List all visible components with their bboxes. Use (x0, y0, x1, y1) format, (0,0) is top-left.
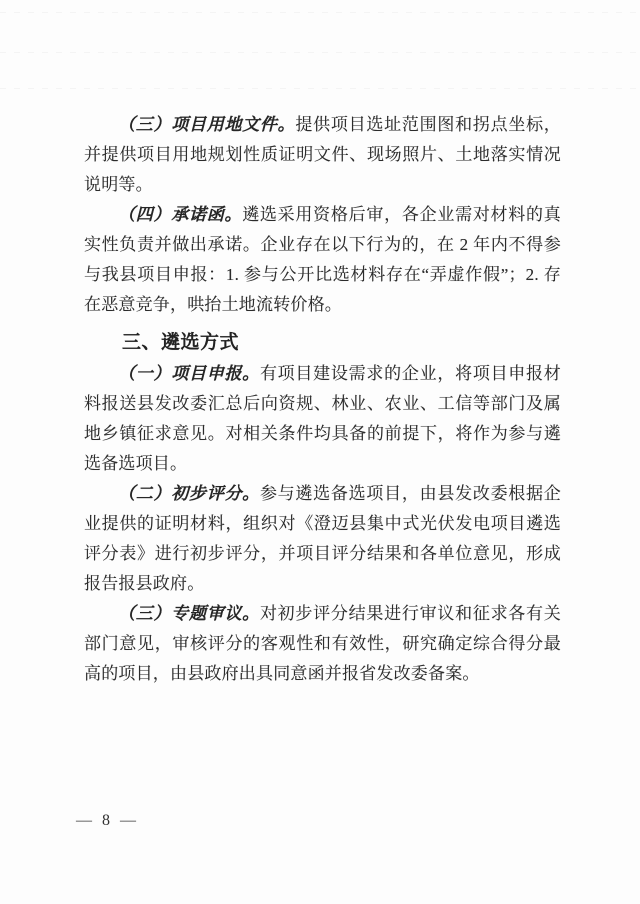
paragraph-commitment-letter (84, 200, 561, 320)
paragraph-body: 遴选采用资格后审，各企业需对材料的真实性负责并做出承诺。企业存在以下行为的，在 2 年内不得参与我县项目申报：1. 参与公开比选材料存在“弄虚作假”；2. 存在恶意竞争，哄抬土地流转价格。 (84, 205, 561, 314)
scan-artifact (0, 52, 640, 53)
paragraph-lead: （四）承诺函。 (118, 205, 243, 224)
paragraph-lead: （三）项目用地文件。 (118, 115, 296, 134)
scan-artifact (0, 88, 640, 89)
section-heading: 三、遴选方式 (122, 332, 240, 353)
paragraph-body: 参与遴选备选项目，由县发改委根据企业提供的证明材料，组织对《澄迈县集中式光伏发电项目遴选评分表》进行初步评分，并项目评分结果和各单位意见，形成报告报县政府。 (84, 484, 561, 593)
paragraph-preliminary-scoring (84, 479, 561, 599)
paragraph-special-review (84, 599, 561, 689)
document-body (84, 110, 561, 689)
paragraph-body: 提供项目选址范围图和拐点坐标，并提供项目用地规划性质证明文件、现场照片、土地落实情况说明等。 (84, 115, 562, 194)
paragraph-land-documents (84, 110, 561, 200)
paragraph-lead: （三）专题审议。 (118, 604, 260, 623)
page-number: — 8 — (76, 812, 139, 829)
paragraph-project-application (84, 359, 561, 479)
paragraph-body: 有项目建设需求的企业，将项目申报材料报送县发改委汇总后向资规、林业、农业、工信等部门及属地乡镇征求意见。对相关条件均具备的前提下，将作为参与遴选备选项目。 (84, 364, 561, 473)
scan-artifact (0, 12, 640, 13)
paragraph-lead: （一）项目申报。 (118, 364, 260, 383)
paragraph-body: 对初步评分结果进行审议和征求各有关部门意见，审核评分的客观性和有效性，研究确定综合得分最高的项目，由县政府出具同意函并报省发改委备案。 (84, 604, 561, 683)
paragraph-lead: （二）初步评分。 (118, 484, 260, 503)
